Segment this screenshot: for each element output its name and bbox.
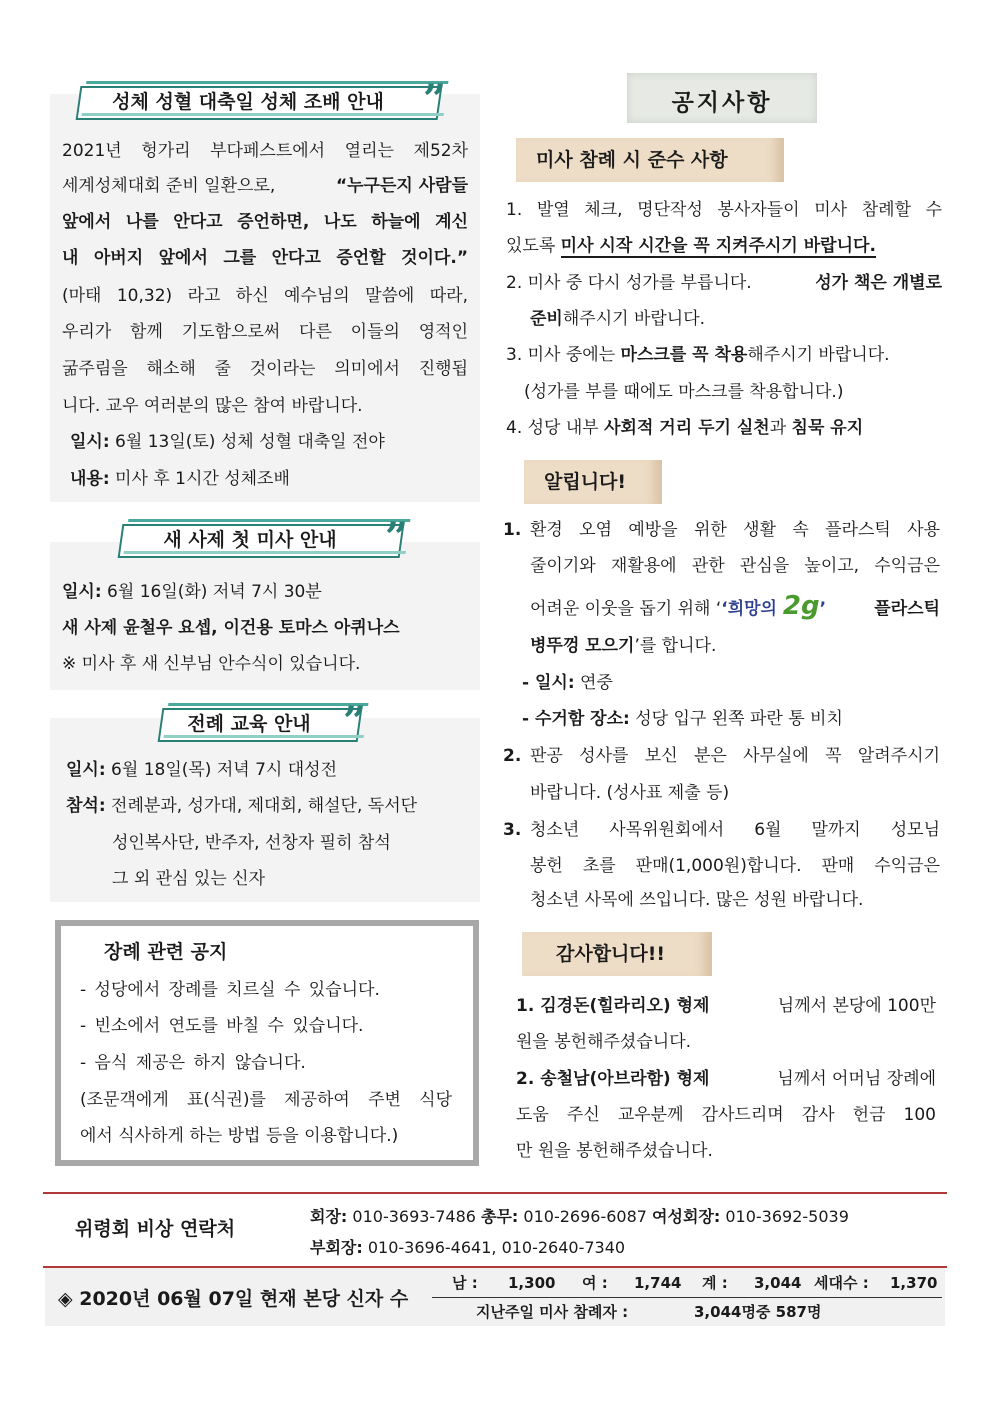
notice-3b: 봉헌 초를 판매(1,000원)합니다. 판매 수익금은 <box>530 856 940 876</box>
liturgy-title-ribbon <box>160 698 366 746</box>
newpriest-title-ribbon <box>120 514 408 562</box>
footer-rule-top <box>43 1192 947 1194</box>
notice-2a: 판공 성사를 보신 분은 사무실에 꼭 알려주시기 <box>530 746 940 766</box>
eucharist-line-8: 니다. 교우 여러분의 많은 참여 바랍니다. <box>62 396 363 416</box>
eucharist-line-4: 내 아버지 앞에서 그를 안다고 증언할 것이다.” <box>62 248 468 268</box>
notice-1d: 병뚜껑 모으기’를 합니다. <box>530 636 717 656</box>
notice-1f: - 수거함 장소: 성당 입구 왼쪽 파란 통 비치 <box>522 709 843 729</box>
mass-item-3b: (성가를 부를 때에도 마스크를 착용합니다.) <box>524 382 844 402</box>
mass-item-2a: 2. 미사 중 다시 성가를 부릅니다. 성가 책은 개별로 <box>506 273 942 293</box>
stats-title: ◈ 2020년 06월 07일 현재 본당 신자 수 <box>58 1288 409 1310</box>
notice-2b: 바랍니다. (성사표 제출 등) <box>530 783 730 803</box>
thanks-2c: 만 원을 봉헌해주셨습니다. <box>516 1141 713 1161</box>
households-label: 세대수 : <box>814 1274 869 1292</box>
thanks-header: 감사합니다!! <box>522 932 712 976</box>
notice-1a: 환경 오염 예방을 위한 생활 속 플라스틱 사용 <box>530 520 940 540</box>
liturgy-attend-3: 그 외 관심 있는 신자 <box>112 869 265 889</box>
total-count: 3,044 <box>754 1274 802 1292</box>
male-label: 남 : <box>452 1274 478 1292</box>
funeral-title: 장례 관련 공지 <box>104 941 228 963</box>
mass-item-1a: 1. 발열 체크, 명단작성 봉사자들이 미사 참례할 수 <box>506 200 942 220</box>
eucharist-content: 내용: 미사 후 1시간 성체조배 <box>70 469 290 489</box>
stats-attendance: 지난주일 미사 참례자 : 3,044명중 587명 <box>476 1303 822 1321</box>
notice-3a: 청소년 사목위원회에서 6월 말까지 성모님 <box>530 820 940 840</box>
thanks-1a: 1. 김경돈(힐라리오) 형제 님께서 본당에 100만 <box>516 996 936 1016</box>
eucharist-title: 성체 성혈 대축일 성체 조배 안내 <box>112 91 384 113</box>
quote-mark-icon: ” <box>384 514 408 561</box>
liturgy-title: 전례 교육 안내 <box>187 713 311 735</box>
mass-item-4: 4. 성당 내부 사회적 거리 두기 실천과 침묵 유지 <box>506 418 864 438</box>
contacts-line-2: 부회장: 010-3696-4641, 010-2640-7340 <box>310 1238 626 1257</box>
newpriest-names: 새 사제 윤철우 요셉, 이건용 토마스 아퀴나스 <box>62 618 400 638</box>
mass-item-3a: 3. 미사 중에는 마스크를 꼭 착용해주시기 바랍니다. <box>506 345 890 365</box>
funeral-item-3: - 음식 제공은 하지 않습니다. <box>80 1053 306 1073</box>
female-label: 여 : <box>582 1274 608 1292</box>
mass-item-2b: 준비해주시기 바랍니다. <box>530 309 706 329</box>
households-count: 1,370 <box>890 1274 938 1292</box>
funeral-note-1: (조문객에게 표(식권)를 제공하여 주변 식당 <box>80 1090 452 1110</box>
total-label: 계 : <box>702 1274 728 1292</box>
notice-3c: 청소년 사목에 쓰입니다. 많은 성원 바랍니다. <box>530 890 864 910</box>
thanks-2b: 도움 주신 교우분께 감사드리며 감사 헌금 100 <box>516 1105 936 1125</box>
thanks-2a: 2. 송철남(아브라함) 형제 님께서 어머님 장례에 <box>516 1069 936 1089</box>
eucharist-line-3: 앞에서 나를 안다고 증언하면, 나도 하늘에 계신 <box>62 212 468 232</box>
newpriest-title: 새 사제 첫 미사 안내 <box>163 529 337 551</box>
male-count: 1,300 <box>508 1274 556 1292</box>
quote-mark-icon: ” <box>342 698 366 745</box>
notice-title-box <box>627 73 817 123</box>
liturgy-attend: 참석: 전례분과, 성가대, 제대회, 해설단, 독서단 <box>66 796 418 816</box>
eucharist-line-5: (마태 10,32) 라고 하신 예수님의 말씀에 따라, <box>62 286 468 306</box>
notice-3-number: 3. <box>503 820 522 840</box>
stats-counts <box>432 1272 942 1294</box>
funeral-item-1: - 성당에서 장례를 치르실 수 있습니다. <box>80 980 380 1000</box>
mass-rules-header: 미사 참례 시 준수 사항 <box>516 138 784 182</box>
eucharist-line-6: 우리가 함께 기도함으로써 다른 이들의 영적인 <box>62 322 468 342</box>
notice-1c: 어려운 이웃을 돕기 위해 ‘‘희망의 2g’ 플라스틱 <box>530 591 940 621</box>
newpriest-note: ※ 미사 후 새 신부님 안수식이 있습니다. <box>62 654 361 674</box>
stats-divider <box>432 1297 942 1298</box>
notice-1b: 줄이기와 재활용에 관한 관심을 높이고, 수익금은 <box>530 556 940 576</box>
eucharist-title-ribbon <box>78 76 446 124</box>
mass-item-1b: 있도록 미사 시작 시간을 꼭 지켜주시기 바랍니다. <box>506 236 876 256</box>
eucharist-date: 일시: 6월 13일(토) 성체 성혈 대축일 전야 <box>70 432 385 452</box>
notice-title: 공지사항 <box>671 90 773 116</box>
eucharist-line-2: 세계성체대회 준비 일환으로, “누구든지 사람들 <box>62 176 468 196</box>
female-count: 1,744 <box>634 1274 682 1292</box>
contacts-line-1: 회장: 010-3693-7486 총무: 010-2696-6087 여성회장: 010-3692-5039 <box>310 1207 849 1226</box>
hope-2g-logo: ‘희망의 2g’ <box>721 591 827 621</box>
liturgy-attend-2: 성인복사단, 반주자, 선창자 필히 참석 <box>112 833 391 853</box>
funeral-note-2: 에서 식사하게 하는 방법 등을 이용합니다.) <box>80 1126 399 1146</box>
newpriest-date: 일시: 6월 16일(화) 저녁 7시 30분 <box>62 582 322 602</box>
liturgy-date: 일시: 6월 18일(목) 저녁 7시 대성전 <box>66 760 338 780</box>
notice-header: 알립니다! <box>524 460 662 504</box>
eucharist-line-1: 2021년 헝가리 부다페스트에서 열리는 제52차 <box>62 141 468 161</box>
contacts-title: 위령회 비상 연락처 <box>75 1218 236 1240</box>
funeral-item-2: - 빈소에서 연도를 바칠 수 있습니다. <box>80 1016 364 1036</box>
notice-2-number: 2. <box>503 746 522 766</box>
notice-1-number: 1. <box>503 520 522 540</box>
thanks-1b: 원을 봉헌해주셨습니다. <box>516 1032 692 1052</box>
eucharist-line-7: 굶주림을 해소해 줄 것이라는 의미에서 진행됩 <box>62 359 468 379</box>
quote-mark-icon: ” <box>422 76 446 123</box>
notice-1e: - 일시: 연중 <box>522 673 613 693</box>
